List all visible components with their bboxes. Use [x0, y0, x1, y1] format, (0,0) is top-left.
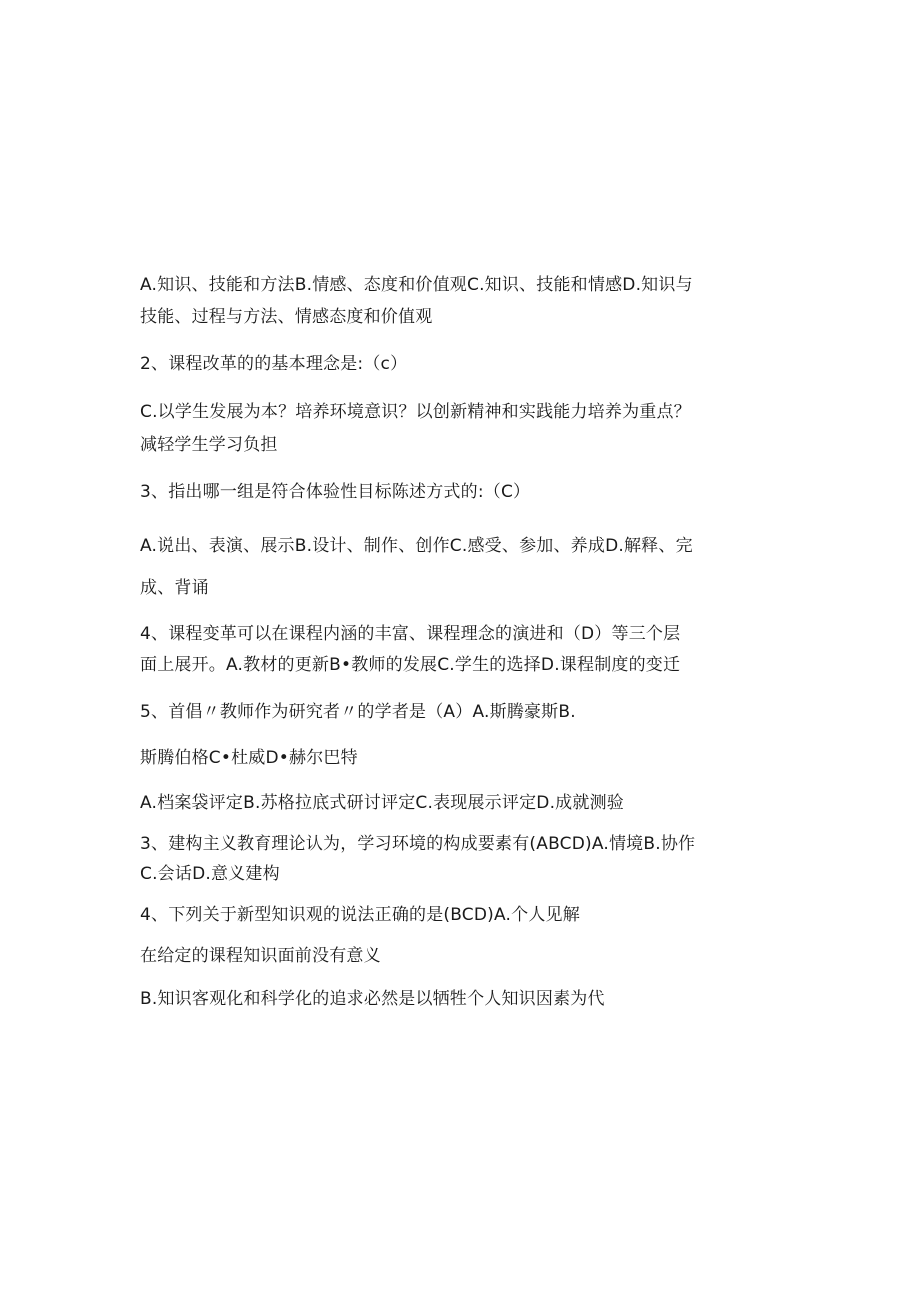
option-line-assessment: A.档案袋评定B.苏格拉底式研讨评定C.表现展示评定D.成就测验 — [140, 793, 624, 813]
question-3: 3、指出哪一组是符合体验性目标陈述方式的:（C） — [140, 482, 531, 502]
question-3b-cont: C.会话D.意义建构 — [140, 864, 280, 884]
option-line-q2: C.以学生发展为本？培养环境意识？以创新精神和实践能力培养为重点？ — [140, 402, 691, 422]
question-4b-cont: 在给定的课程知识面前没有意义 — [140, 946, 381, 966]
question-5: 5、首倡〃教师作为研究者〃的学者是（A）A.斯腾豪斯B. — [140, 702, 576, 722]
question-2: 2、课程改革的的基本理念是:（c） — [140, 354, 408, 374]
option-line-q1-cont: 技能、过程与方法、情感态度和价值观 — [140, 307, 433, 327]
option-line-q1: A.知识、技能和方法B.情感、态度和价值观C.知识、技能和情感D.知识与 — [140, 275, 693, 295]
question-3b: 3、建构主义教育理论认为，学习环境的构成要素有(ABCD)A.情境B.协作 — [140, 834, 696, 854]
question-4-cont: 面上展开。A.教材的更新B•教师的发展C.学生的选择D.课程制度的变迁 — [140, 655, 681, 675]
option-line-4b: B.知识客观化和科学化的追求必然是以牺牲个人知识因素为代 — [140, 989, 605, 1009]
question-4b: 4、下列关于新型知识观的说法正确的是(BCD)A.个人见解 — [140, 905, 580, 925]
option-line-q2-cont: 减轻学生学习负担 — [140, 435, 278, 455]
option-line-q3: A.说出、表演、展示B.设计、制作、创作C.感受、参加、养成D.解释、完 — [140, 536, 693, 556]
question-5-cont: 斯腾伯格C•杜威D•赫尔巴特 — [140, 748, 358, 768]
question-4: 4、课程变革可以在课程内涵的丰富、课程理念的演进和（D）等三个层 — [140, 624, 681, 644]
option-line-q3-cont: 成、背诵 — [140, 578, 209, 598]
